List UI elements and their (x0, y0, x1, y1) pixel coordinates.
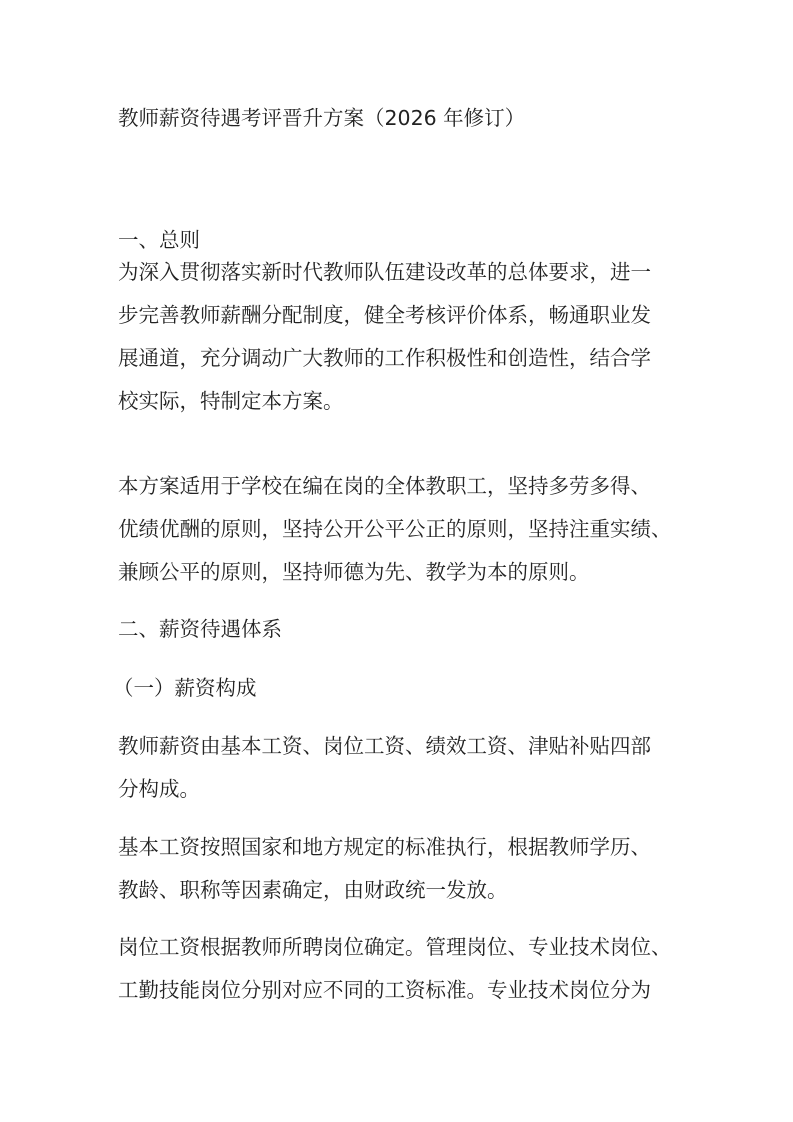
text-line: 兼顾公平的原则，坚持师德为先、教学为本的原则。 (118, 560, 590, 584)
text-line: 教师薪资由基本工资、岗位工资、绩效工资、津贴补贴四部 (118, 734, 651, 758)
text-line: 展通道，充分调动广大教师的工作积极性和创造性，结合学 (118, 346, 651, 370)
paragraph-composition (118, 725, 688, 811)
text-line: 优绩优酬的原则，坚持公开公平公正的原则，坚持注重实绩、 (118, 517, 672, 541)
text-line: 教龄、职称等因素确定，由财政统一发放。 (118, 878, 508, 902)
text-line: 工勤技能岗位分别对应不同的工资标准。专业技术岗位分为 (118, 978, 651, 1002)
text-line: 校实际，特制定本方案。 (118, 389, 344, 413)
paragraph-post-salary (118, 926, 688, 1012)
text-line: 岗位工资根据教师所聘岗位确定。管理岗位、专业技术岗位、 (118, 935, 672, 959)
paragraph-basic-salary (118, 826, 688, 912)
text-line: 分构成。 (118, 777, 200, 801)
text-line: 本方案适用于学校在编在岗的全体教职工，坚持多劳多得、 (118, 474, 651, 498)
paragraph-scope (118, 465, 688, 594)
subsection-heading-salary-composition: （一）薪资构成 (113, 676, 257, 700)
section-heading-general: 一、总则 (118, 228, 200, 252)
text-line: 基本工资按照国家和地方规定的标准执行，根据教师学历、 (118, 835, 651, 859)
section-heading-salary-system: 二、薪资待遇体系 (118, 617, 282, 641)
document-title: 教师薪资待遇考评晋升方案（2026 年修订） (118, 106, 526, 130)
paragraph-purpose (118, 251, 688, 423)
text-line: 步完善教师薪酬分配制度，健全考核评价体系，畅通职业发 (118, 303, 651, 327)
text-line: 为深入贯彻落实新时代教师队伍建设改革的总体要求，进一 (118, 260, 651, 284)
